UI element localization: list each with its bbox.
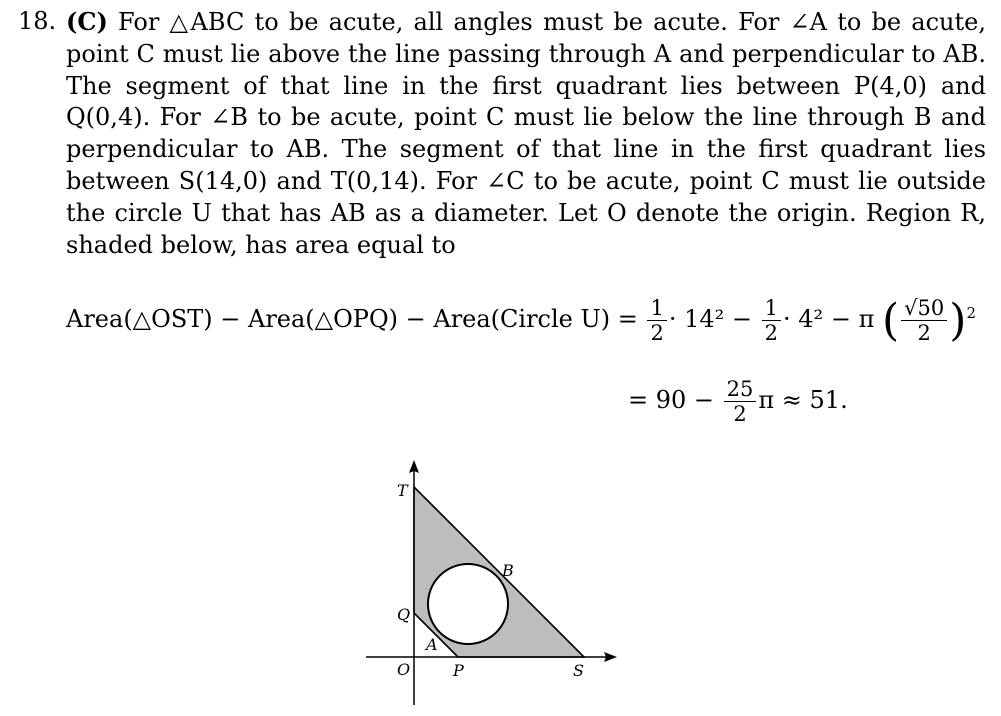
exponent-2: 2 <box>966 304 976 322</box>
sentence-5: The segment of that line in the first quadrant lies between S(14,0) and T(0,14). <box>66 135 987 195</box>
equation-line2-prefix: = 90 − <box>628 386 715 414</box>
label-b: B <box>502 561 514 580</box>
label-q: Q <box>397 605 411 624</box>
sentence-6: For ∠C to be acute, point C must lie outside the circle U that has AB as a diameter. <box>66 166 986 227</box>
fraction-sqrt50-over-2: $\frac{√50}{2}$ <box>901 296 947 345</box>
sentence-8: Region R, shaded below, has area equal to <box>66 198 987 259</box>
equation-lhs: Area(△OST) − Area(△OPQ) − Area(Circle U) = <box>66 305 638 333</box>
sentence-3: The segment of that line in the first quadrant lies between P(4,0) and Q(0,4). <box>66 71 986 132</box>
fraction-half-2: $\frac{1}{2}$ <box>762 296 781 345</box>
problem-number: 18. <box>18 7 57 35</box>
equation-line-1: Area(△OST) − Area(△OPQ) − Area(Circle U) = $\frac{1}{2}$ · 14² − $\frac{1}{2}$ · 4² − π ( $\frac{√50}{2}$ )$^2$ <box>66 295 976 346</box>
label-s: S <box>573 661 584 680</box>
answer-choice: (C) <box>66 7 108 36</box>
sentence-1: For △ABC to be acute, all angles must be acute. <box>118 8 728 36</box>
label-o: O <box>397 660 411 679</box>
pi-symbol: π <box>858 305 875 333</box>
term-4-squared: · 4² <box>783 305 824 333</box>
circle-u <box>428 564 508 644</box>
fraction-half-1: $\frac{1}{2}$ <box>647 296 666 345</box>
sentence-2: For ∠A to be acute, point C must lie above the line passing through A and perpendicular to AB. <box>66 8 986 68</box>
sentence-4: For ∠B to be acute, point C must lie below the line through B and perpendicular to AB. <box>66 103 986 164</box>
sentence-7: Let O denote the origin. <box>558 198 857 227</box>
label-p: P <box>453 661 464 680</box>
fraction-25-over-2: $\frac{25}{2}$ <box>724 377 757 426</box>
term-14-squared: · 14² <box>668 305 725 333</box>
label-a: A <box>426 635 438 654</box>
equation-line2-suffix: π ≈ 51. <box>758 386 848 414</box>
label-t: T <box>397 481 408 500</box>
